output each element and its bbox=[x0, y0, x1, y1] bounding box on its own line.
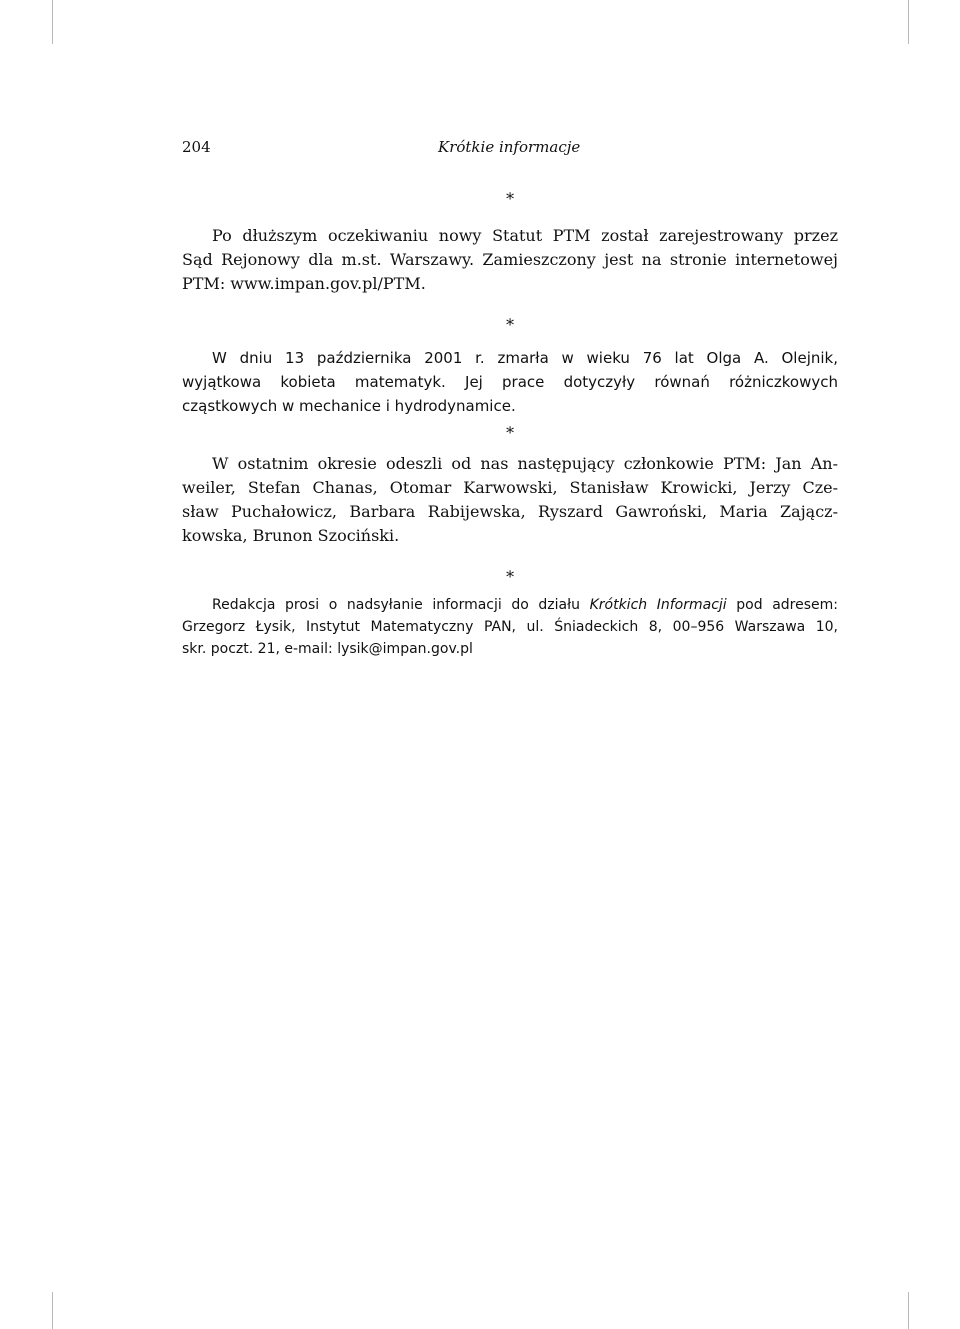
crop-mark-top-left bbox=[52, 0, 53, 44]
text-line: weiler, Stefan Chanas, Otomar Karwowski, Stanisław Krowicki, Jerzy Cze- bbox=[182, 478, 838, 497]
text-line: W ostatnim okresie odeszli od nas następujący członkowie PTM: Jan An- bbox=[212, 454, 838, 473]
section-separator: ∗ bbox=[504, 186, 516, 205]
text-line: W dniu 13 października 2001 r. zmarła w wieku 76 lat Olga A. Olejnik, bbox=[212, 349, 838, 367]
text-line: sław Puchałowicz, Barbara Rabijewska, Ryszard Gawroński, Maria Zającz- bbox=[182, 502, 838, 521]
page-content bbox=[182, 180, 838, 660]
text-line: Grzegorz Łysik, Instytut Matematyczny PAN, ul. Śniadeckich 8, 00–956 Warszawa 10, bbox=[182, 619, 838, 635]
section-separator: ∗ bbox=[504, 564, 516, 583]
text-line: skr. poczt. 21, e-mail: lysik@impan.gov.pl bbox=[182, 641, 473, 657]
crop-mark-bottom-right bbox=[908, 1292, 909, 1329]
text-line: Sąd Rejonowy dla m.st. Warszawy. Zamieszczony jest na stronie internetowej bbox=[182, 250, 838, 269]
section-name-italic: Krótkich Informacji bbox=[589, 597, 727, 613]
text-fragment: Redakcja prosi o nadsyłanie informacji do działu bbox=[212, 597, 590, 613]
text-line: cząstkowych w mechanice i hydrodynamice. bbox=[182, 397, 516, 415]
crop-mark-bottom-left bbox=[52, 1292, 53, 1329]
text-line: PTM: www.impan.gov.pl/PTM. bbox=[182, 274, 426, 293]
page-number: 204 bbox=[182, 138, 211, 156]
paragraph-statute bbox=[182, 224, 838, 296]
crop-mark-top-right bbox=[908, 0, 909, 44]
page-header bbox=[182, 138, 782, 162]
section-separator: ∗ bbox=[504, 312, 516, 331]
section-separator: ∗ bbox=[504, 420, 516, 439]
text-line: kowska, Brunon Szociński. bbox=[182, 526, 400, 545]
text-fragment: pod adresem: bbox=[726, 597, 839, 613]
paragraph-deceased-members bbox=[182, 452, 838, 548]
text-line bbox=[182, 594, 838, 616]
text-line: Po dłuższym oczekiwaniu nowy Statut PTM został zarejestrowany przez bbox=[212, 226, 838, 245]
paragraph-editorial-notice bbox=[182, 594, 838, 660]
paragraph-obituary bbox=[182, 346, 838, 418]
running-title: Krótkie informacje bbox=[438, 138, 581, 156]
text-line: wyjątkowa kobieta matematyk. Jej prace dotyczyły równań różniczkowych bbox=[182, 373, 838, 391]
